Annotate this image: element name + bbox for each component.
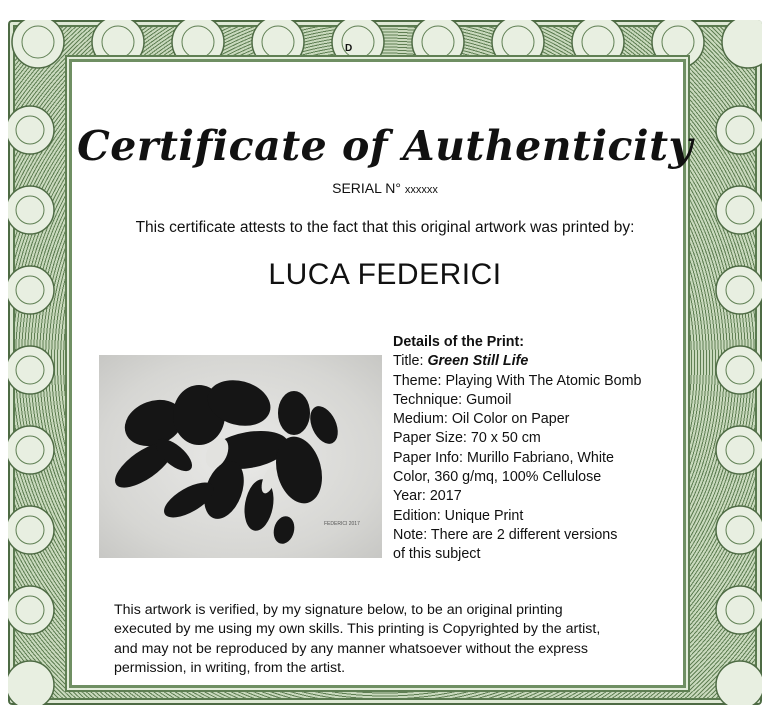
detail-edition-label: Edition:: [393, 507, 441, 524]
detail-medium: [393, 410, 693, 429]
artist-name: LUCA FEDERICI: [268, 258, 502, 291]
serial-value: xxxxxx: [404, 184, 438, 196]
detail-technique: [393, 391, 693, 410]
corner-mark: D: [345, 43, 353, 54]
artwork-brushstrokes: [99, 355, 382, 558]
detail-edition: [393, 507, 693, 526]
attestation-text: This certificate attests to the fact that this original artwork was printed by:: [135, 219, 635, 236]
print-details: [393, 333, 693, 565]
detail-medium-value: Oil Color on Paper: [451, 411, 570, 428]
detail-title: [393, 352, 693, 371]
detail-technique-label: Technique:: [393, 391, 463, 408]
statement-line-3: and may not be reproduced by any manner whatsoever without the express: [114, 640, 588, 657]
detail-title-label: Title:: [393, 353, 424, 370]
detail-paper-size: [393, 429, 693, 448]
detail-paper-size-value: 70 x 50 cm: [470, 430, 541, 447]
statement-line-4: permission, in writing, from the artist.: [114, 659, 346, 676]
artwork-signature: FEDERICI 2017: [324, 521, 360, 527]
detail-edition-value: Unique Print: [444, 507, 524, 524]
detail-paper-info-label: Paper Info:: [393, 449, 463, 466]
detail-technique-value: Gumoil: [466, 391, 512, 408]
statement-line-1: This artwork is verified, by my signature below, to be an original printing: [114, 602, 563, 618]
verification-statement: [114, 601, 684, 678]
detail-paper-info-value-1: Murillo Fabriano, White: [466, 449, 614, 466]
detail-medium-label: Medium:: [393, 411, 448, 428]
detail-theme-value: Playing With The Atomic Bomb: [445, 372, 642, 389]
detail-year-label: Year:: [393, 488, 426, 505]
detail-note-value-2: of this subject: [393, 546, 481, 563]
detail-note: [393, 526, 693, 545]
detail-paper-info: [393, 449, 693, 468]
detail-year-value: 2017: [429, 488, 462, 505]
detail-paper-info-value-2: Color, 360 g/mq, 100% Cellulose: [393, 469, 602, 486]
detail-note-label: Note:: [393, 526, 428, 543]
detail-note-value-1: There are 2 different versions: [430, 526, 618, 543]
detail-year: [393, 487, 693, 506]
serial-label: SERIAL N°: [332, 180, 401, 196]
serial-number: [0, 180, 770, 196]
detail-theme-label: Theme:: [393, 372, 442, 389]
detail-title-value: Green Still Life: [427, 353, 529, 370]
detail-paper-size-label: Paper Size:: [393, 430, 467, 447]
statement-line-2: executed by me using my own skills. This printing is Copyrighted by the artist,: [114, 621, 601, 638]
details-heading: Details of the Print:: [393, 334, 525, 350]
certificate-title: Certificate of Authenticity: [77, 122, 693, 170]
artwork-image: [99, 355, 382, 558]
detail-theme: [393, 372, 693, 391]
